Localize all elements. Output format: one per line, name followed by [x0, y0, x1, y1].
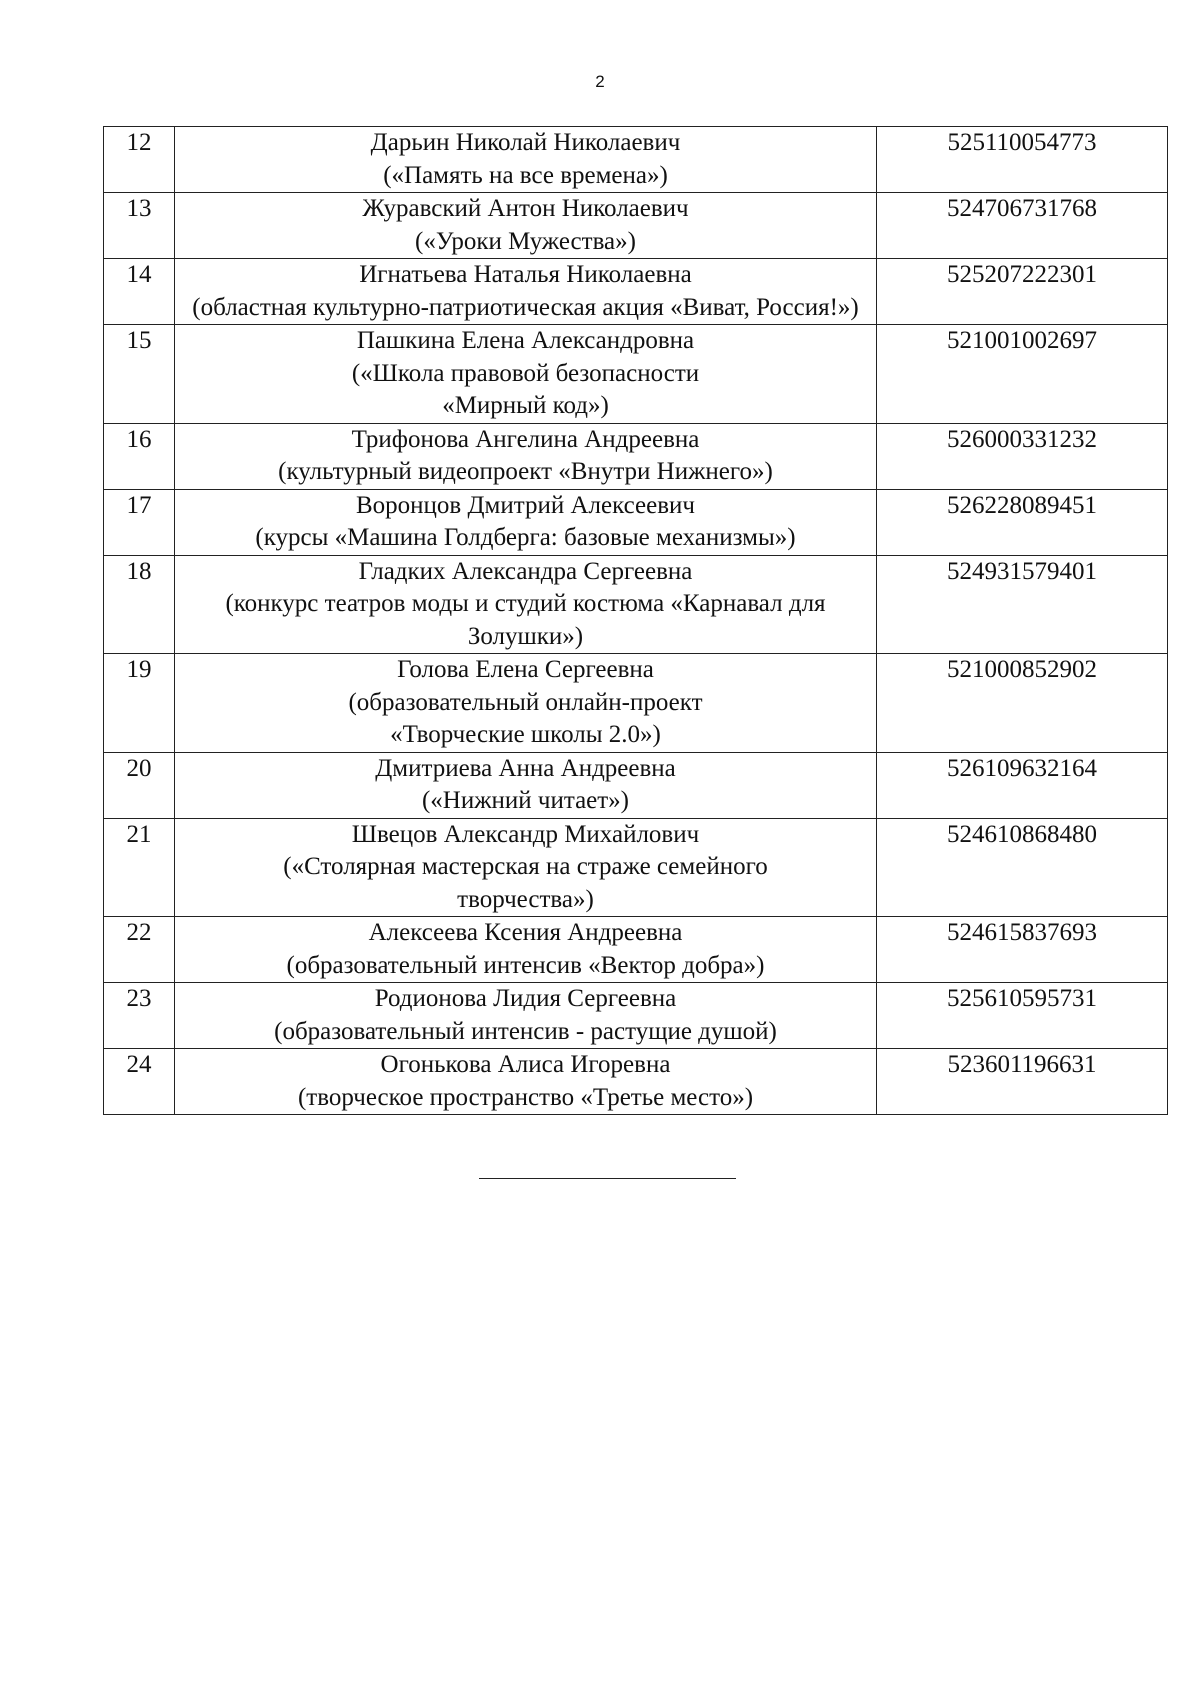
project-title: (областная культурно-патриотическая акция «Виват, Россия!») — [192, 293, 859, 321]
project-title: (образовательный интенсив «Вектор добра») — [286, 951, 765, 979]
participant-cell — [175, 423, 877, 489]
inn-number: 524706731768 — [877, 193, 1168, 259]
project-title: (курсы «Машина Голдберга: базовые механизмы») — [255, 524, 796, 551]
row-number: 23 — [104, 983, 175, 1049]
table-row — [104, 1049, 1168, 1115]
row-number: 17 — [104, 489, 175, 555]
participant-name: Трифонова Ангелина Андреевна — [351, 425, 700, 453]
table-row — [104, 423, 1168, 489]
inn-number: 526228089451 — [877, 489, 1168, 555]
project-title: (творческое пространство «Третье место») — [297, 1083, 754, 1111]
row-number: 12 — [104, 127, 175, 193]
inn-number: 525207222301 — [877, 259, 1168, 325]
participant-name: Воронцов Дмитрий Алексеевич — [356, 491, 695, 519]
project-title: («Память на все времена») — [383, 161, 668, 189]
inn-number: 521001002697 — [877, 325, 1168, 424]
participant-cell — [175, 259, 877, 325]
participant-cell — [175, 555, 877, 654]
inn-number: 525610595731 — [877, 983, 1168, 1049]
inn-number: 523601196631 — [877, 1049, 1168, 1115]
participant-cell — [175, 325, 877, 424]
row-number: 22 — [104, 917, 175, 983]
project-title: («Столярная мастерская на страже семейного творчества») — [283, 853, 768, 913]
participant-name: Дмитриева Анна Андреевна — [375, 754, 676, 782]
participant-cell — [175, 489, 877, 555]
table-row — [104, 127, 1168, 193]
project-title: («Уроки Мужества») — [415, 227, 636, 255]
participant-name: Родионова Лидия Сергеевна — [374, 985, 677, 1012]
table-row — [104, 752, 1168, 818]
row-number: 16 — [104, 423, 175, 489]
project-title: («Нижний читает») — [421, 787, 630, 814]
inn-number: 524610868480 — [877, 818, 1168, 917]
table-row — [104, 325, 1168, 424]
inn-number: 524931579401 — [877, 555, 1168, 654]
participants-table — [103, 126, 1168, 1115]
participant-name: Огонькова Алиса Игоревна — [380, 1051, 671, 1078]
row-number: 24 — [104, 1049, 175, 1115]
table-row — [104, 489, 1168, 555]
closing-divider-line — [479, 1178, 736, 1179]
table-row — [104, 654, 1168, 753]
participant-cell — [175, 193, 877, 259]
row-number: 14 — [104, 259, 175, 325]
participant-cell — [175, 127, 877, 193]
project-title: (культурный видеопроект «Внутри Нижнего») — [278, 458, 773, 485]
table-row — [104, 193, 1168, 259]
participant-cell — [175, 752, 877, 818]
page-number: 2 — [595, 72, 605, 91]
participant-name: Дарьин Николай Николаевич — [370, 129, 681, 156]
row-number: 18 — [104, 555, 175, 654]
participant-name: Пашкина Елена Александровна — [356, 327, 695, 354]
participant-name: Голова Елена Сергеевна — [397, 656, 654, 683]
table-row — [104, 818, 1168, 917]
table-row — [104, 983, 1168, 1049]
participant-cell — [175, 917, 877, 983]
participant-name: Журавский Антон Николаевич — [362, 195, 689, 222]
participant-name: Алексеева Ксения Андреевна — [368, 919, 683, 946]
participant-name: Игнатьева Наталья Николаевна — [359, 261, 692, 288]
participant-name: Швецов Александр Михайлович — [351, 820, 700, 848]
row-number: 19 — [104, 654, 175, 753]
project-title: («Школа правовой безопасности «Мирный код») — [351, 359, 700, 419]
table-row — [104, 917, 1168, 983]
inn-number: 525110054773 — [877, 127, 1168, 193]
inn-number: 524615837693 — [877, 917, 1168, 983]
participant-cell — [175, 654, 877, 753]
project-title: (образовательный интенсив - растущие душой) — [274, 1017, 777, 1045]
table-row — [104, 259, 1168, 325]
participant-cell — [175, 818, 877, 917]
inn-number: 526109632164 — [877, 752, 1168, 818]
row-number: 21 — [104, 818, 175, 917]
row-number: 20 — [104, 752, 175, 818]
row-number: 15 — [104, 325, 175, 424]
participant-name: Гладких Александра Сергеевна — [358, 557, 693, 585]
inn-number: 526000331232 — [877, 423, 1168, 489]
row-number: 13 — [104, 193, 175, 259]
participant-cell — [175, 1049, 877, 1115]
participant-cell — [175, 983, 877, 1049]
table-row — [104, 555, 1168, 654]
project-title: (конкурс театров моды и студий костюма «Карнавал для Золушки») — [225, 590, 826, 650]
inn-number: 521000852902 — [877, 654, 1168, 753]
project-title: (образовательный онлайн-проект «Творческие школы 2.0») — [348, 688, 703, 748]
